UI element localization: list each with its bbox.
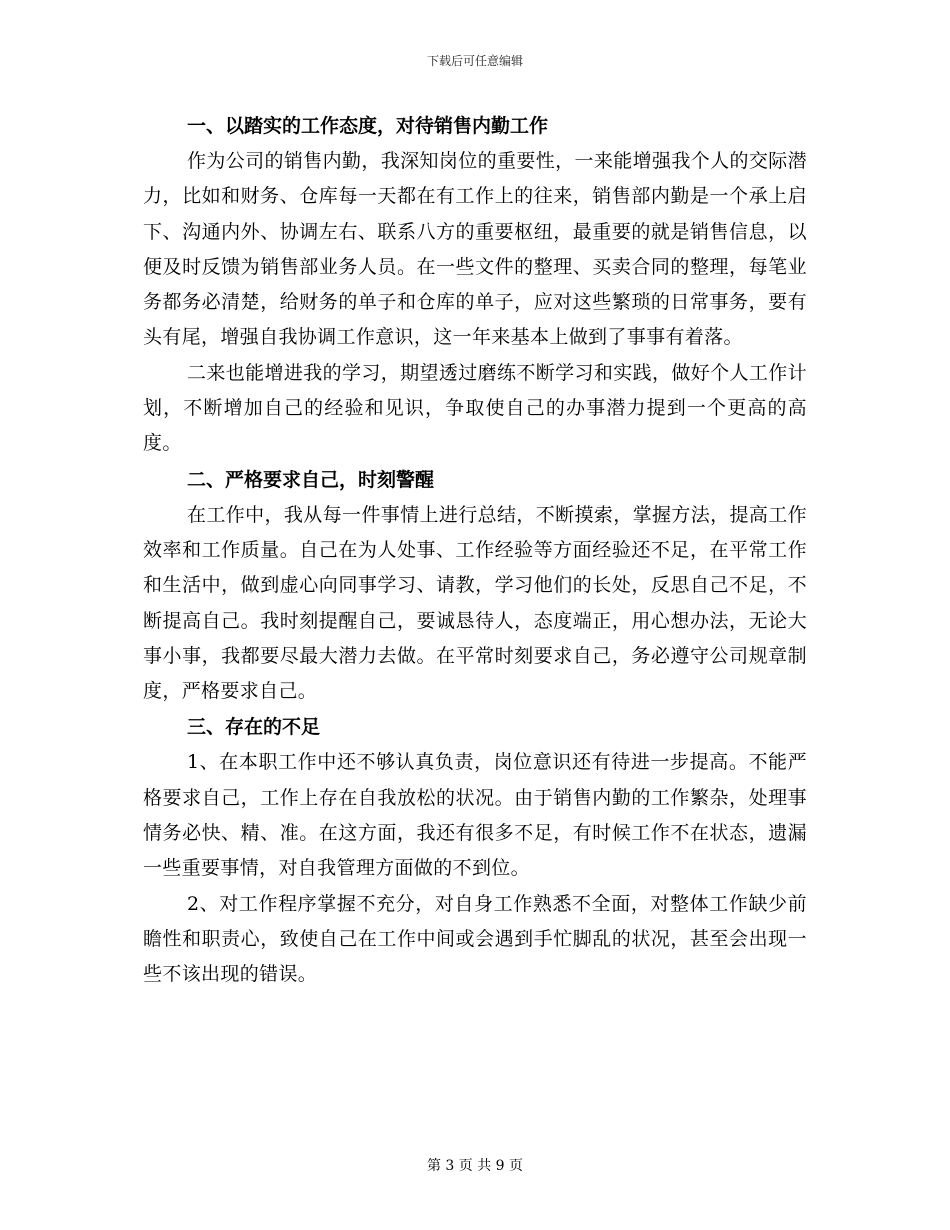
section-heading: 一、以踏实的工作态度，对待销售内勤工作 (187, 115, 549, 137)
paragraph: 1、在本职工作中还不够认真负责，岗位意识还有待进一步提高。不能严格要求自己，工作上存在自我放松的状况。由于销售内勤的工作繁杂，处理事情务必快、精、准。在这方面，我还有很多不足，有时候工作不在状态，遗漏一些重要事情，对自我管理方面做的不到位。 (143, 751, 807, 880)
paragraph: 二来也能增进我的学习，期望透过磨练不断学习和实践，做好个人工作计划，不断增加自己的经验和见识，争取使自己的办事潜力提到一个更高的高度。 (143, 361, 807, 455)
paragraph: 在工作中，我从每一件事情上进行总结，不断摸索，掌握方法，提高工作效率和工作质量。自己在为人处事、工作经验等方面经验还不足，在平常工作和生活中，做到虚心向同事学习、请教，学习他们的长处，反思自己不足，不断提高自己。我时刻提醒自己，要诚恳待人，态度端正，用心想办法，无论大事小事，我都要尽最大潜力去做。在平常时刻要求自己，务必遵守公司规章制度，严格要求自己。 (143, 503, 807, 703)
paragraph: 2、对工作程序掌握不充分，对自身工作熟悉不全面，对整体工作缺少前瞻性和职责心，致使自己在工作中间或会遇到手忙脚乱的状况，甚至会出现一些不该出现的错误。 (143, 892, 807, 986)
header-note: 下载后可任意编辑 (426, 54, 523, 68)
section-3 (143, 709, 807, 992)
document-body (143, 108, 807, 993)
page-number: 第 3 页 共 9 页 (426, 1158, 524, 1174)
section-1 (143, 108, 807, 462)
section-heading: 二、严格要求自己，时刻警醒 (187, 468, 435, 491)
section-2 (143, 462, 807, 710)
paragraph: 作为公司的销售内勤，我深知岗位的重要性，一来能增强我个人的交际潜力，比如和财务、仓库每一天都在有工作上的往来，销售部内勤是一个承上启下、沟通内外、协调左右、联系八方的重要枢纽，最重要的就是销售信息，以便及时反馈为销售部业务人员。在一些文件的整理、买卖合同的整理，每笔业务都务必清楚，给财务的单子和仓库的单子，应对这些繁琐的日常事务，要有头有尾，增强自我协调工作意识，这一年来基本上做到了事事有着落。 (143, 150, 807, 349)
section-heading: 三、存在的不足 (187, 716, 321, 739)
